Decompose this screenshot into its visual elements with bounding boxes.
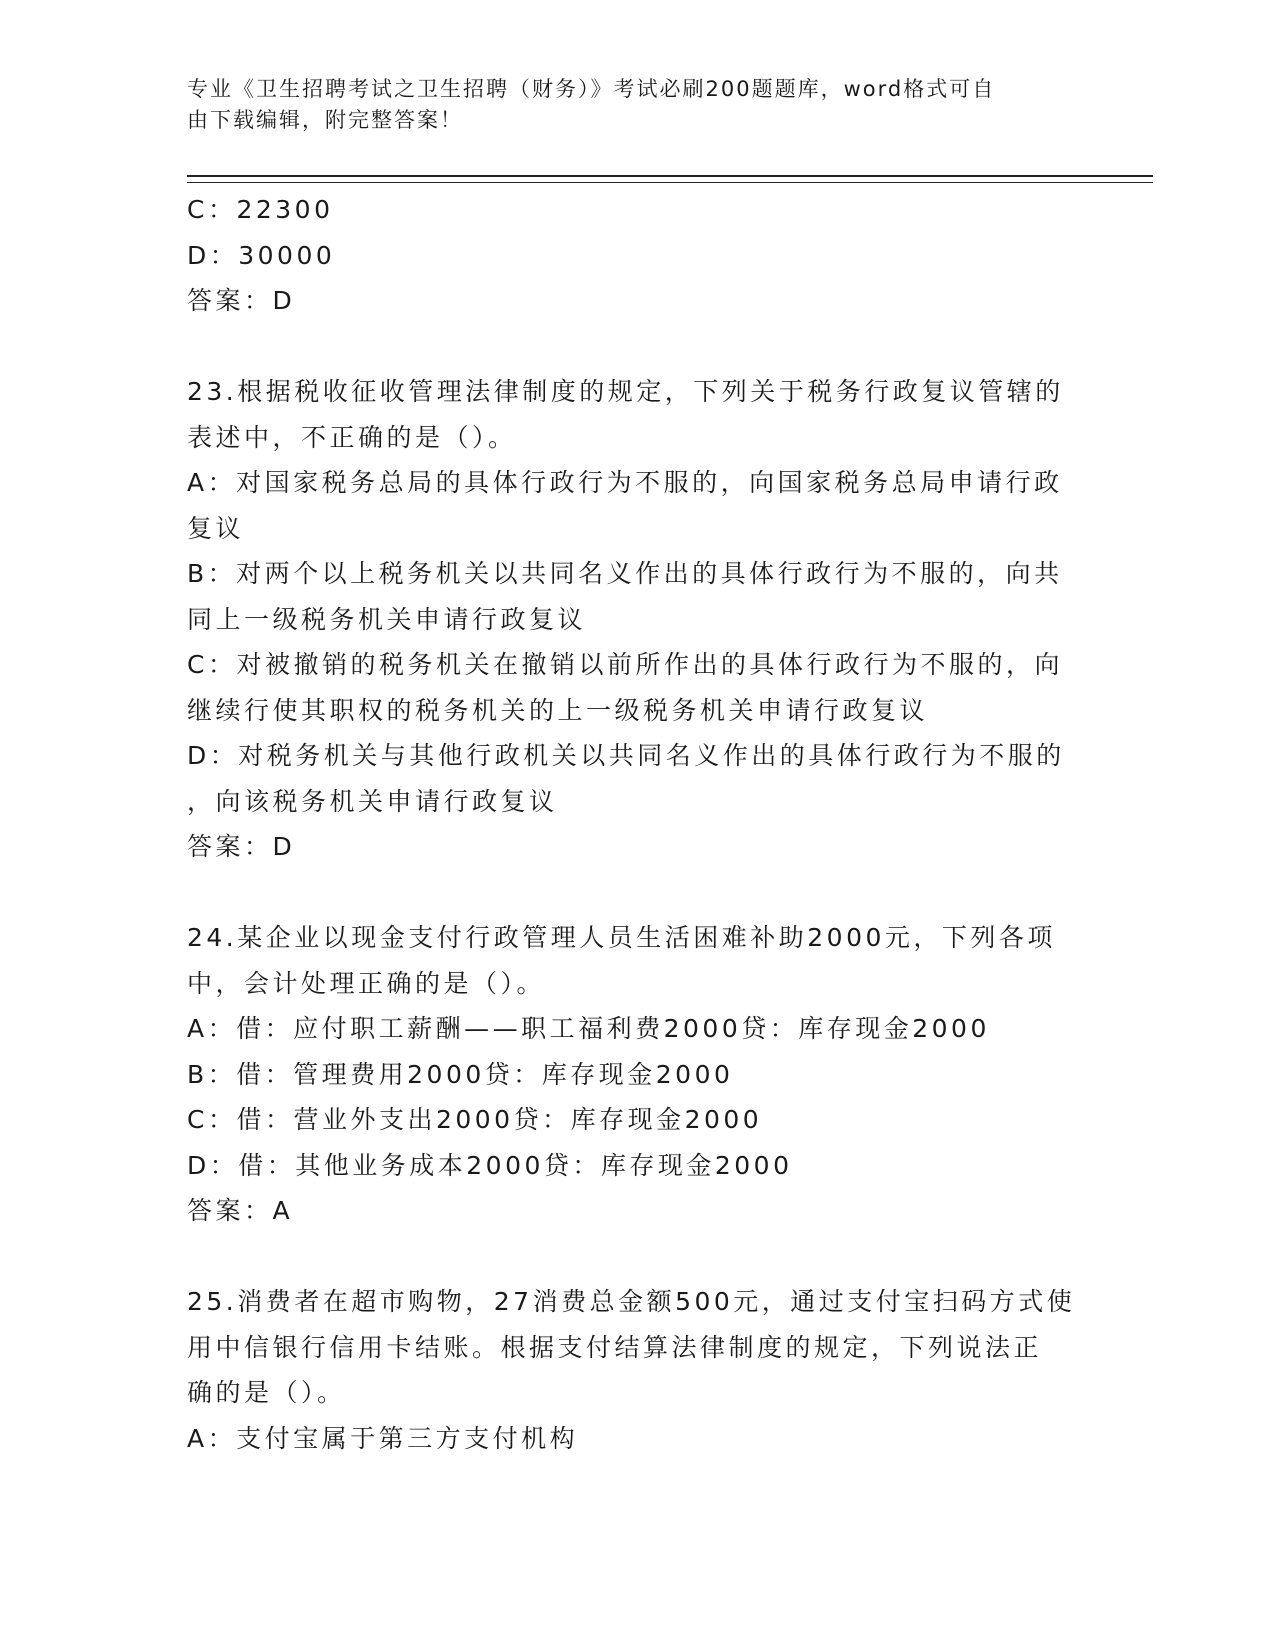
- question-content: [187, 187, 1087, 1461]
- question-23-option-a-line-2: 复议: [187, 513, 245, 543]
- question-24-option-d: D：借：其他业务成本2000贷：库存现金2000: [187, 1150, 793, 1180]
- blank-line: [187, 870, 1087, 916]
- page-header: [187, 74, 1067, 136]
- option-d-prev: D：30000: [187, 240, 336, 270]
- answer-22: 答案：D: [187, 286, 296, 315]
- question-23-option-b-line-2: 同上一级税务机关申请行政复议: [187, 604, 587, 634]
- answer-24: 答案：A: [187, 1196, 294, 1225]
- question-23-option-a-line-1: A：对国家税务总局的具体行政行为不服的，向国家税务总局申请行政: [187, 468, 1063, 497]
- question-23-option-d-line-2: ，向该税务机关申请行政复议: [187, 786, 558, 816]
- answer-23: 答案：D: [187, 832, 296, 861]
- option-c-prev: C：22300: [187, 195, 334, 224]
- header-divider: [187, 175, 1153, 183]
- question-24-option-b: B：借：管理费用2000贷：库存现金2000: [187, 1059, 734, 1089]
- question-25-line-1: 25.消费者在超市购物，27消费总金额500元，通过支付宝扫码方式使: [187, 1287, 1076, 1316]
- blank-line: [187, 1234, 1087, 1280]
- question-23-line-1: 23.根据税收征收管理法律制度的规定，下列关于税务行政复议管辖的: [187, 377, 1064, 406]
- blank-line: [187, 324, 1087, 370]
- question-23-line-2: 表述中，不正确的是（）。: [187, 422, 517, 452]
- question-24-option-c: C：借：营业外支出2000贷：库存现金2000: [187, 1105, 763, 1134]
- question-23-option-d-line-1: D：对税务机关与其他行政机关以共同名义作出的具体行政行为不服的: [187, 741, 1065, 770]
- header-line-1: 专业《卫生招聘考试之卫生招聘（财务）》考试必刷200题题库，word格式可自: [187, 77, 996, 101]
- question-25-line-3: 确的是（）。: [187, 1378, 346, 1407]
- header-line-2: 由下载编辑，附完整答案！: [187, 108, 463, 132]
- question-24-line-1: 24.某企业以现金支付行政管理人员生活困难补助2000元，下列各项: [187, 923, 1056, 952]
- question-23-option-b-line-1: B：对两个以上税务机关以共同名义作出的具体行政行为不服的，向共: [187, 559, 1063, 588]
- question-23-option-c-line-1: C：对被撤销的税务机关在撤销以前所作出的具体行政行为不服的，向: [187, 650, 1063, 679]
- question-24-option-a: A：借：应付职工薪酬——职工福利费2000贷：库存现金2000: [187, 1014, 990, 1043]
- question-25-option-a: A：支付宝属于第三方支付机构: [187, 1423, 579, 1453]
- question-24-line-2: 中，会计处理正确的是（）。: [187, 968, 546, 998]
- question-25-line-2: 用中信银行信用卡结账。根据支付结算法律制度的规定，下列说法正: [187, 1332, 1043, 1362]
- question-23-option-c-line-2: 继续行使其职权的税务机关的上一级税务机关申请行政复议: [187, 695, 929, 725]
